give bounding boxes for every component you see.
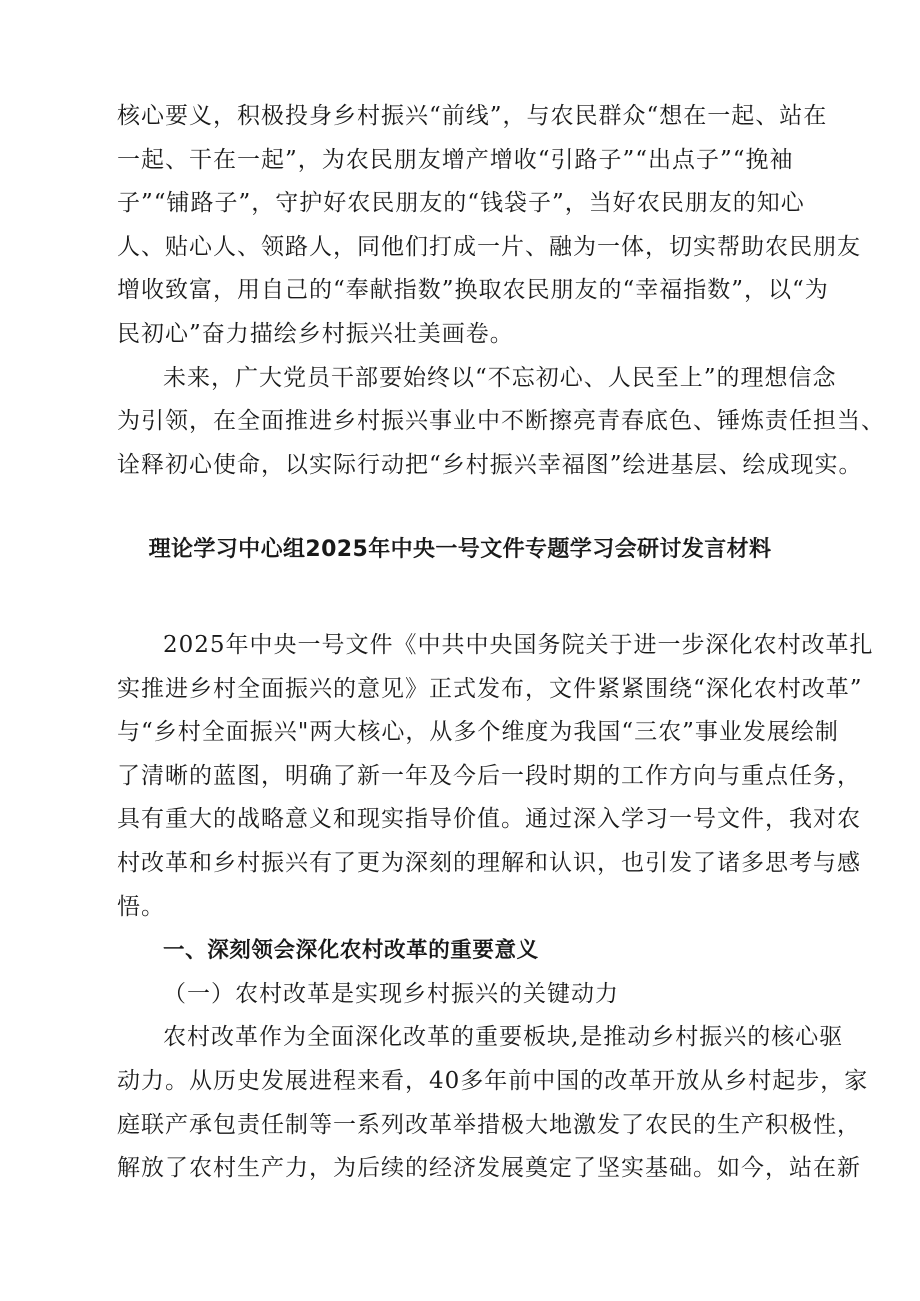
- paragraph-line: 核心要义，积极投身乡村振兴“前线”，与农民群众“想在一起、站在: [117, 103, 828, 129]
- paragraph-line: 为引领，在全面推进乡村振兴事业中不断擦亮青春底色、锤炼责任担当、: [117, 408, 885, 435]
- paragraph-line: 了清晰的蓝图，明确了新一年及今后一段时期的工作方向与重点任务，: [117, 762, 861, 789]
- paragraph-line: 增收致富，用自己的“奉献指数”换取农民朋友的“幸福指数”，以“为: [117, 277, 829, 304]
- paragraph-line: 解放了农村生产力，为后续的经济发展奠定了坚实基础。如今，站在新: [117, 1155, 861, 1182]
- paragraph-line: 2025年中央一号文件《中共中央国务院关于进一步深化农村改革扎: [163, 632, 874, 658]
- subsection-heading: （一）农村改革是实现乡村振兴的关键动力: [163, 980, 619, 1007]
- report-body: [117, 624, 874, 1191]
- closing-section: [117, 95, 885, 487]
- paragraph-line: 诠释初心使命，以实际行动把“乡村振兴幸福图”绘进基层、绘成现实。: [117, 451, 863, 478]
- paragraph-line: 悟。: [117, 893, 165, 920]
- paragraph-line: 动力。从历史发展进程来看，40多年前中国的改革开放从乡村起步，家: [117, 1067, 869, 1094]
- section-heading: 一、深刻领会深化农村改革的重要意义: [163, 938, 539, 964]
- paragraph-line: 人、贴心人、领路人，同他们打成一片、融为一体，切实帮助农民朋友: [117, 233, 861, 260]
- paragraph-line: 民初心”奋力描绘乡村振兴壮美画卷。: [117, 320, 514, 347]
- document-title: 理论学习中心组2025年中央一号文件专题学习会研讨发言材料: [148, 537, 772, 562]
- paragraph-line: 未来，广大党员干部要始终以“不忘初心、人民至上”的理想信念: [163, 364, 837, 391]
- paragraph-line: 实推进乡村全面振兴的意见》正式发布，文件紧紧围绕“深化农村改革”: [117, 675, 863, 702]
- paragraph-line: 村改革和乡村振兴有了更为深刻的理解和认识，也引发了诸多思考与感: [117, 849, 861, 876]
- paragraph-line: 子”“铺路子”，守护好农民朋友的“钱袋子”，当好农民朋友的知心: [117, 190, 805, 217]
- paragraph-line: 具有重大的战略意义和现实指导价值。通过深入学习一号文件，我对农: [117, 806, 861, 833]
- paragraph-line: 农村改革作为全面深化改革的重要板块,是推动乡村振兴的核心驱: [163, 1024, 844, 1051]
- paragraph-line: 与“乡村全面振兴"两大核心，从多个维度为我国“三农”事业发展绘制: [117, 719, 839, 746]
- paragraph-line: 庭联产承包责任制等一系列改革举措极大地激发了农民的生产积极性，: [117, 1111, 861, 1138]
- paragraph-line: 一起、干在一起”，为农民朋友增产增收“引路子”“出点子”“挽袖: [117, 146, 794, 173]
